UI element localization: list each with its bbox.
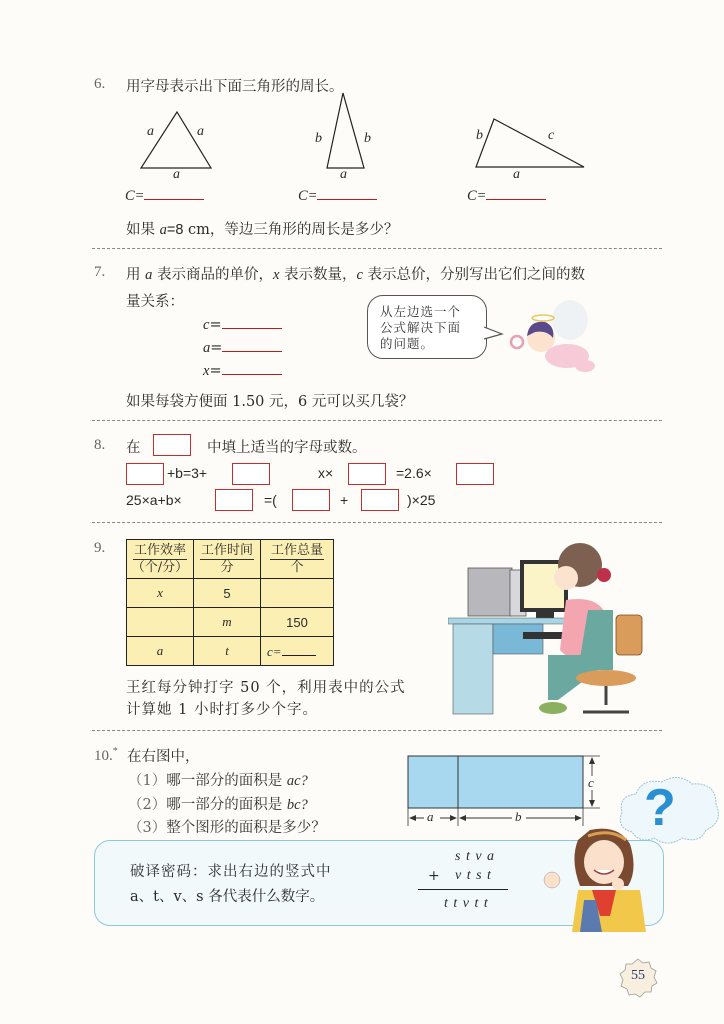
q8-prompt-pre: 在 (126, 440, 141, 456)
eq3-mid2: + (340, 492, 349, 508)
table-cell[interactable] (261, 579, 334, 608)
side-label: a (340, 167, 347, 182)
table-cell[interactable] (127, 608, 194, 637)
section-divider (92, 522, 662, 523)
table-cell: 5 (194, 579, 261, 608)
table-row (127, 579, 334, 608)
q6-followup: 如果 a=8 cm，等边三角形的周长是多少？ (126, 222, 399, 238)
example-box (153, 434, 191, 456)
side-label: b (476, 128, 483, 143)
equilateral-triangle-figure (135, 110, 220, 172)
dimension-label-a: a (427, 809, 434, 824)
answer-blank[interactable] (317, 185, 377, 200)
q8-prompt-post: 中填上适当的字母或数。 (207, 440, 367, 456)
fill-box[interactable] (292, 489, 330, 511)
section-divider (92, 248, 662, 249)
fill-box[interactable] (348, 463, 386, 485)
addend-1: s t v a (455, 849, 496, 864)
flying-angel-illustration (505, 300, 600, 380)
fill-box[interactable] (126, 463, 164, 485)
eq2-pre: x× (318, 465, 334, 481)
fill-box[interactable] (456, 463, 494, 485)
perimeter-answer-1[interactable] (125, 185, 204, 205)
side-label: a (513, 167, 520, 182)
question-number-6: 6. (94, 76, 106, 92)
q10-item-1: （1）哪一部分的面积是 ac? (128, 773, 308, 789)
eq3-post: )×25 (407, 492, 436, 508)
fill-box[interactable] (215, 489, 253, 511)
plus-sign: + (428, 868, 440, 884)
formula-label: C= (125, 188, 145, 204)
speech-bubble: 从左边选一个 公式解决下面 的问题。 (367, 295, 487, 359)
answer-blank[interactable] (222, 314, 282, 329)
sum-result: t t v t t (444, 896, 489, 911)
question-number-7: 7. (94, 264, 106, 280)
dimension-label-b: b (515, 809, 522, 824)
formula-c[interactable]: c= (203, 314, 282, 334)
q7-prompt-line2: 量关系： (126, 294, 184, 310)
side-label: a (147, 124, 154, 139)
puzzle-line2: a、t、v、s 各代表什么数字。 (130, 889, 325, 905)
table-cell: a (127, 637, 194, 666)
side-label: b (315, 131, 322, 146)
question-number-8: 8. (94, 437, 106, 453)
perimeter-answer-3[interactable] (467, 185, 546, 205)
eq3-pre: 25×a+b× (126, 492, 182, 508)
formula-label: C= (467, 188, 487, 204)
eq3-mid1: =( (264, 492, 277, 508)
formula-x[interactable]: x= (203, 360, 282, 380)
work-table (126, 539, 334, 666)
table-cell: m (194, 608, 261, 637)
fill-box[interactable] (232, 463, 270, 485)
formula-a[interactable]: a= (203, 337, 282, 357)
q9-text-line2: 计算她 1 小时打多少个字。 (126, 702, 318, 718)
perimeter-answer-2[interactable] (298, 185, 377, 205)
answer-blank[interactable] (222, 360, 282, 375)
question-number-10: 10.* (94, 746, 118, 764)
q6-prompt: 用字母表示出下面三角形的周长。 (126, 79, 344, 95)
side-label: a (173, 167, 180, 182)
q10-intro: 在右图中， (127, 749, 200, 765)
answer-blank[interactable] (222, 337, 282, 352)
q10-item-3: （3）整个图形的面积是多少？ (128, 820, 326, 836)
puzzle-line1: 破译密码：求出右边的竖式中 (130, 864, 332, 880)
table-cell: x (127, 579, 194, 608)
fill-box[interactable] (361, 489, 399, 511)
q7-prompt-line1: 用 a 表示商品的单价，x 表示数量，c 表示总价，分别写出它们之间的数 (126, 267, 586, 283)
table-row (127, 608, 334, 637)
addend-2: v t s t (455, 868, 492, 883)
table-header-row (127, 540, 334, 579)
answer-blank[interactable] (144, 185, 204, 200)
bubble-tail (484, 325, 504, 343)
side-label: b (364, 131, 371, 146)
eq1-text: +b=3+ (167, 465, 208, 481)
formula-label: C= (298, 188, 318, 204)
header-efficiency: 工作效率 （个/分） (127, 540, 194, 579)
section-divider (92, 420, 662, 421)
side-label: a (197, 124, 204, 139)
q9-text-line1: 王红每分钟打字 50 个，利用表中的公式 (126, 680, 406, 696)
eq2-mid: =2.6× (396, 465, 432, 481)
question-mark-icon: ? (644, 779, 676, 837)
dimension-label-c: c (588, 775, 594, 790)
sum-line (418, 889, 508, 890)
table-cell: t (194, 637, 261, 666)
header-time: 工作时间 分 (194, 540, 261, 579)
section-divider (92, 730, 662, 731)
table-row (127, 637, 334, 666)
q10-item-2: （2）哪一部分的面积是 bc? (128, 797, 308, 813)
scalene-triangle-figure (470, 115, 590, 171)
header-total: 工作总量 个 (261, 540, 334, 579)
question-number-9: 9. (94, 540, 106, 556)
answer-blank[interactable] (486, 185, 546, 200)
girl-at-computer-illustration (448, 540, 648, 720)
side-label: c (548, 128, 555, 143)
q7-followup: 如果每袋方便面 1.50 元，6 元可以买几袋？ (126, 394, 414, 410)
table-cell-answer[interactable]: c= (261, 637, 334, 666)
table-cell: 150 (261, 608, 334, 637)
page-number: 55 (631, 968, 645, 983)
thinking-girl-illustration (530, 820, 650, 932)
